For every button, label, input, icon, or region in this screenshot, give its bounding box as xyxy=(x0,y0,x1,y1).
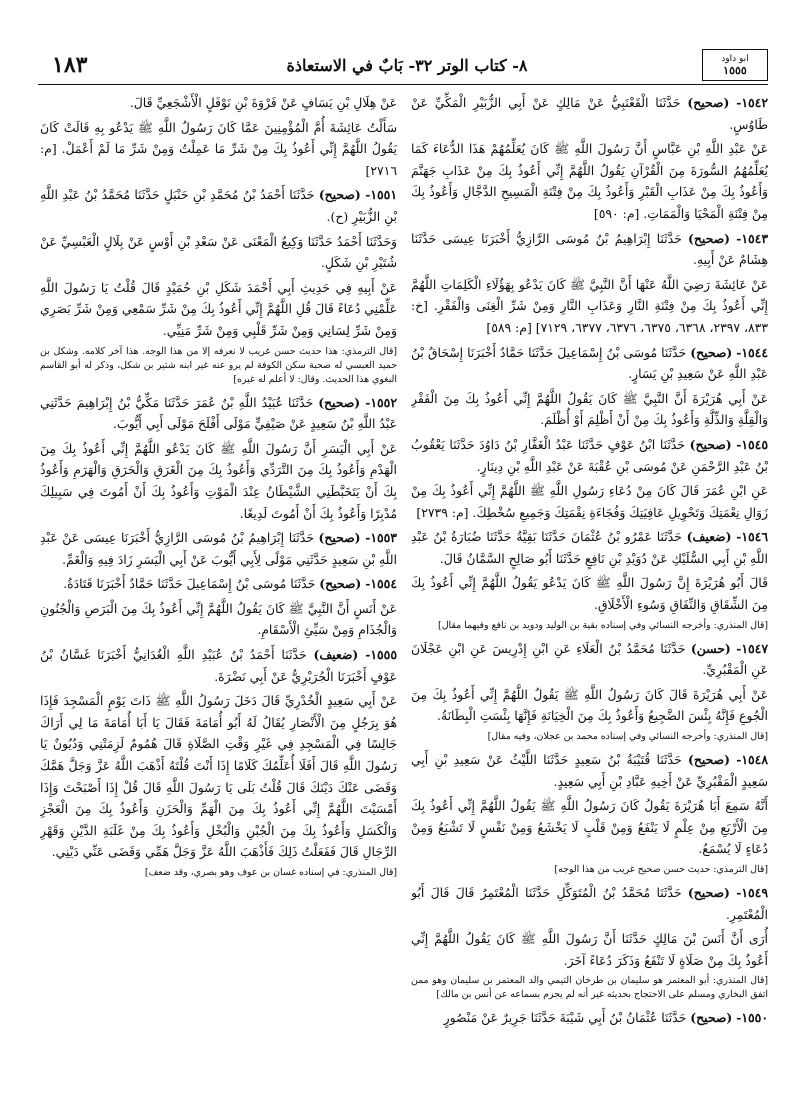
hadith-grade: (حسن) xyxy=(690,640,731,656)
hadith-body: حَدَّثَنَا مُوسَى بْنُ إِسْمَاعِيلَ حَدَّثَنَا حَمَّادٌ أَخْبَرَنَا إِسْحَاقُ بْنُ عَبْدِ اللَّهِ عَنْ سَعِيدِ بْنِ يَسَارٍ. xyxy=(411,344,768,382)
hadith-body: حَدَّثَنَا أَحْمَدُ بْنُ عُبَيْدِ اللَّهِ الْغُدَانِيُّ أَخْبَرَنَا غَسَّانُ بْنُ عَوْفٍ أَخْبَرَنَا الْجُرَيْرِيُّ عَنْ أَبِي نَضْرَةَ. xyxy=(40,647,397,684)
hadith-grade: (صحيح) xyxy=(687,95,730,110)
book-hadith-number: ١٥٥٥ xyxy=(723,64,747,77)
hadith-grade: (صحيح) xyxy=(318,530,361,546)
page-header xyxy=(38,46,768,85)
hadith-body: حَدَّثَنَا مُحَمَّدُ بْنُ الْعَلَاءِ عَنِ ابْنِ إِدْرِيسَ عَنِ ابْنِ عَجْلَانَ عَنِ الْمَقْبُرِيِّ. xyxy=(411,640,768,678)
chapter-title: ٨- كتاب الوتر ٣٢- بَابٌ في الاستعاذة xyxy=(286,55,528,75)
page-number: ١٨٣ xyxy=(52,52,88,78)
hadith-text xyxy=(411,684,768,727)
hadith-body: عَنْ أَبِي الْيَسَرِ أَنَّ رَسُولَ اللَّهِ ﷺ كَانَ يَدْعُو اللَّهُمَّ إِنِّي أَعُوذُ بِكَ مِنَ الْهَدْمِ وَأَعُوذُ بِكَ مِنَ التَّرَدِّي وَأَعُوذُ بِكَ مِنَ الْغَرَقِ وَالْحَرَقِ وَالْهَرَمِ وَأَعُوذُ بِكَ أَنْ يَتَخَبَّطَنِي الشَّيْطَانُ عِنْدَ الْمَوْتِ وَأَعُوذُ بِكَ أَنْ أَمُوتَ فِي سَبِيلِكَ مُدْبِرًا وَأَعُوذُ بِكَ أَنْ أَمُوتَ لَدِيغًا. xyxy=(40,440,397,521)
hadith-grade: (صحيح) xyxy=(687,885,730,900)
hadith-grade: (صحيح) xyxy=(318,394,361,410)
hadith-grade: (ضعيف) xyxy=(686,529,732,545)
footnote: [قال المنذري: أبو المعتمر هو سليمان بن طرخان التيمي والد المعتمر بن سليمان وهو ممن اتفق البخاري ومسلم على الاحتجاج بحديثه غير أنه لم يجزم بسماعه عن أنس بن مالك] xyxy=(411,975,768,1001)
hadith-isnad xyxy=(40,184,397,227)
hadith-body: عَنْ أَبِي هُرَيْرَةَ قَالَ كَانَ رَسُولُ اللَّهِ ﷺ يَقُولُ اللَّهُمَّ إِنِّي أَعُوذُ بِكَ مِنَ الْجُوعِ فَإِنَّهُ بِئْسَ الضَّجِيعُ وَأَعُوذُ بِكَ مِنَ الْخِيَانَةِ فَإِنَّهَا بِئْسَتِ الْبِطَانَةُ. xyxy=(411,686,768,724)
hadith-grade: (صحيح) xyxy=(318,187,361,203)
hadith-isnad xyxy=(40,573,397,595)
hadith-number: ١٥٤٦- xyxy=(736,529,768,545)
hadith-number: ١٥٤٣- xyxy=(736,230,768,246)
book-reference-box xyxy=(702,49,768,81)
hadith-text xyxy=(40,598,397,641)
hadith-text xyxy=(411,795,768,860)
hadith-number: ١٥٥١- xyxy=(365,187,397,203)
hadith-body: عَنْ عَائِشَةَ رَضِيَ اللَّهُ عَنْهَا أَنَّ النَّبِيَّ ﷺ كَانَ يَدْعُو بِهَؤُلَاءِ الْكَلِمَاتِ اللَّهُمَّ إِنِّي أَعُوذُ بِكَ مِنْ فِتْنَةِ النَّارِ وَعَذَابِ النَّارِ وَمِنْ شَرِّ الْغِنَى وَالْفَقْرِ. [خ: ٨٣٣، ٢٣٩٧، ٦٣٦٨، ٦٣٧٥، ٦٣٧٦، ٦٣٧٧، ٧١٢٩] [م: ٥٨٩] xyxy=(411,276,768,335)
footnote: [قال الترمذي: هذا حديث حسن غريب لا نعرفه إلا من هذا الوجه. هذا آخر كلامه. وشكل بن حميد العبسي له صحبة سكن الكوفة لم يرو عنه غير ابنه شتير بن شكل، وذكر له أبو القاسم البغوي هذا الحديث. وقال: لا أعلم له غيره] xyxy=(40,345,397,385)
hadith-isnad xyxy=(411,1007,768,1029)
hadith-text xyxy=(411,138,768,224)
hadith-text xyxy=(411,388,768,431)
left-text-column xyxy=(40,92,397,1092)
hadith-isnad xyxy=(411,228,768,271)
hadith-grade: (صحيح) xyxy=(688,230,730,246)
hadith-number: ١٥٤٩- xyxy=(736,885,768,900)
hadith-isnad xyxy=(411,526,768,569)
hadith-number: ١٥٤٧- xyxy=(736,640,768,656)
hadith-grade: (صحيح) xyxy=(687,752,730,768)
hadith-number: ١٥٤٨- xyxy=(736,752,768,768)
footnote: [قال المنذري: وأخرجه النسائي وفي إسناده بقية بن الوليد ودويد بن نافع وفيهما مقال] xyxy=(438,619,768,631)
hadith-text xyxy=(40,690,397,863)
hadith-isnad xyxy=(411,749,768,792)
hadith-isnad xyxy=(411,638,768,681)
right-text-column xyxy=(411,92,768,1092)
hadith-number: ١٥٥٢- xyxy=(365,394,397,410)
hadith-number: ١٥٥٥- xyxy=(365,647,397,663)
hadith-isnad xyxy=(411,342,768,385)
hadith-text xyxy=(40,117,397,182)
hadith-grade: (صحيح) xyxy=(690,344,733,360)
hadith-body: حَدَّثَنَا قُتَيْبَةُ بْنُ سَعِيدٍ حَدَّثَنَا اللَّيْثُ عَنْ سَعِيدِ بْنِ أَبِي سَعِيدٍ الْمَقْبُرِيِّ عَنْ أَخِيهِ عَبَّادِ بْنِ أَبِي سَعِيدٍ. xyxy=(411,752,768,789)
hadith-number: ١٥٥٠- xyxy=(736,1010,768,1026)
hadith-body: حَدَّثَنَا مُحَمَّدُ بْنُ الْمُتَوَكِّلِ حَدَّثَنَا الْمُعْتَمِرُ قَالَ قَالَ أَبُو الْمُعْتَمِرِ. xyxy=(411,885,768,922)
hadith-number: ١٥٤٢- xyxy=(736,95,768,110)
hadith-body: سَأَلْتُ عَائِشَةَ أُمَّ الْمُؤْمِنِينَ عَمَّا كَانَ رَسُولُ اللَّهِ ﷺ يَدْعُو بِهِ قَالَتْ كَانَ يَقُولُ اللَّهُمَّ إِنِّي أَعُوذُ بِكَ مِنْ شَرِّ مَا عَمِلْتُ وَمِنْ شَرِّ مَا لَمْ أَعْمَلْ. [م: ٢٧١٦] xyxy=(40,119,397,178)
hadith-grade: (صحيح) xyxy=(689,436,732,452)
hadith-body: حَدَّثَنَا عُثْمَانُ بْنُ أَبِي شَيْبَةَ حَدَّثَنَا جَرِيرٌ عَنْ مَنْصُورٍ xyxy=(443,1010,687,1026)
footnote: [قال المنذري: في إسناده غسان بن عوف وهو بصري، وقد ضعف] xyxy=(144,867,397,878)
hadith-text xyxy=(411,480,768,523)
hadith-body: حَدَّثَنَا عُبَيْدُ اللَّهِ بْنُ عُمَرَ حَدَّثَنَا مَكِّيُّ بْنُ إِبْرَاهِيمَ حَدَّثَنِي عَبْدُ اللَّهِ بْنُ سَعِيدٍ عَنْ صَيْفِيٍّ مَوْلَى أَفْلَحَ مَوْلَى أَبِي أَيُّوبَ. xyxy=(40,394,397,432)
hadith-text xyxy=(411,928,768,971)
hadith-isnad xyxy=(411,882,768,925)
hadith-body: حَدَّثَنَا مُوسَى بْنُ إِسْمَاعِيلَ حَدَّثَنَا حَمَّادٌ أَخْبَرَنَا قَتَادَةُ. xyxy=(63,576,316,592)
hadith-body: حَدَّثَنَا إِبْرَاهِيمُ بْنُ مُوسَى الرَّازِيُّ أَخْبَرَنَا عِيسَى حَدَّثَنَا هِشَامٌ عَنْ أَبِيهِ. xyxy=(411,230,768,268)
footnote: [قال الترمذي: حديث حسن صحيح غريب من هذا الوجه] xyxy=(554,864,768,875)
hadith-text xyxy=(40,438,397,524)
hadith-body: حَدَّثَنَا الْقَعْنَبِيُّ عَنْ مَالِكٍ عَنْ أَبِي الزُّبَيْرِ الْمَكِّيِّ عَنْ طَاوُسٍ. xyxy=(411,95,768,132)
hadith-number: ١٥٥٤- xyxy=(365,576,397,592)
hadith-body: حَدَّثَنَا إِبْرَاهِيمُ بْنُ مُوسَى الرَّازِيُّ أَخْبَرَنَا عِيسَى عَنْ عَبْدِ اللَّهِ بْنِ سَعِيدٍ حَدَّثَنِي مَوْلًى لِأَبِي أَيُّوبَ عَنْ أَبِي الْيَسَرِ زَادَ فِيهِ وَالْغَمِّ. xyxy=(40,530,397,567)
hadith-text xyxy=(411,274,768,339)
hadith-body: أَنَّهُ سَمِعَ أَبَا هُرَيْرَةَ يَقُولُ كَانَ رَسُولُ اللَّهِ ﷺ يَقُولُ اللَّهُمَّ إِنِّي أَعُوذُ بِكَ مِنَ الْأَرْبَعِ مِنْ عِلْمٍ لَا يَنْفَعُ وَمِنْ قَلْبٍ لَا يَخْشَعُ وَمِنْ نَفْسٍ لَا تَشْبَعُ وَمِنْ دُعَاءٍ لَا يُسْمَعُ. xyxy=(411,798,768,857)
hadith-body: عَنْ عَبْدِ اللَّهِ بْنِ عَبَّاسٍ أَنَّ رَسُولَ اللَّهِ ﷺ كَانَ يُعَلِّمُهُمْ هَذَا الدُّعَاءَ كَمَا يُعَلِّمُهُمُ السُّورَةَ مِنَ الْقُرْآنِ يَقُولُ اللَّهُمَّ إِنِّي أَعُوذُ بِكَ مِنْ عَذَابِ جَهَنَّمَ وَأَعُوذُ بِكَ مِنْ عَذَابِ الْقَبْرِ وَأَعُوذُ بِكَ مِنْ فِتْنَةِ الْمَسِيحِ الدَّجَّالِ وَأَعُوذُ بِكَ مِنْ فِتْنَةِ الْمَحْيَا وَالْمَمَاتِ. [م: ٥٩٠] xyxy=(411,141,768,221)
hadith-isnad xyxy=(40,644,397,687)
hadith-text xyxy=(40,231,397,274)
hadith-isnad xyxy=(40,527,397,570)
hadith-body: حَدَّثَنَا ابْنُ عَوْفٍ حَدَّثَنَا عَبْدُ الْغَفَّارِ بْنُ دَاوُدَ حَدَّثَنَا يَعْقُوبُ بْنُ عَبْدِ الرَّحْمَنِ عَنْ مُوسَى بْنِ عُقْبَةَ عَنْ عَبْدِ اللَّهِ بْنِ دِينَارٍ. xyxy=(411,436,768,474)
hadith-isnad xyxy=(411,92,768,135)
hadith-body: وَحَدَّثَنَا أَحْمَدُ حَدَّثَنَا وَكِيعٌ الْمَعْنَى عَنْ سَعْدِ بْنِ أَوْسٍ عَنْ بِلَالٍ الْعَبْسِيِّ عَنْ شُتَيْرِ بْنِ شَكَلٍ. xyxy=(40,233,397,271)
hadith-body: أُرَى أَنَّ أَنَسَ بْنَ مَالِكٍ حَدَّثَنَا أَنَّ رَسُولَ اللَّهِ ﷺ كَانَ يَقُولُ اللَّهُمَّ إِنِّي أَعُوذُ بِكَ مِنْ صَلَاةٍ لَا تَنْفَعُ وَذَكَرَ دُعَاءً آخَرَ. xyxy=(411,931,768,968)
hadith-text xyxy=(40,277,397,342)
hadith-body: قَالَ أَبُو هُرَيْرَةَ إِنَّ رَسُولَ اللَّهِ ﷺ كَانَ يَدْعُو يَقُولُ اللَّهُمَّ إِنِّي أَعُوذُ بِكَ مِنَ الشِّقَاقِ وَالنِّفَاقِ وَسُوءِ الْأَخْلَاقِ. xyxy=(411,575,768,613)
hadith-grade: (صحيح) xyxy=(690,1010,733,1026)
hadith-body: عَنِ ابْنِ عُمَرَ قَالَ كَانَ مِنْ دُعَاءِ رَسُولِ اللَّهِ ﷺ اللَّهُمَّ إِنِّي أَعُوذُ بِكَ مِنْ زَوَالِ نِعْمَتِكَ وَتَحْوِيلِ عَافِيَتِكَ وَفُجَاءَةِ نِقْمَتِكَ وَجَمِيعِ سُخْطِكَ. [م: ٢٧٣٩] xyxy=(411,483,768,520)
hadith-number: ١٥٥٣- xyxy=(365,530,397,546)
hadith-grade: (ضعيف) xyxy=(313,647,359,663)
hadith-isnad xyxy=(411,434,768,477)
hadith-body: عَنْ أَبِيهِ فِي حَدِيثِ أَبِي أَحْمَدَ شَكَلِ بْنِ حُمَيْدٍ قَالَ قُلْتُ يَا رَسُولَ اللَّهِ عَلِّمْنِي دُعَاءً قَالَ قُلِ اللَّهُمَّ إِنِّي أَعُوذُ بِكَ مِنْ شَرِّ سَمْعِي وَمِنْ شَرِّ بَصَرِي وَمِنْ شَرِّ لِسَانِي وَمِنْ شَرِّ قَلْبِي وَمِنْ شَرِّ مَنِيِّي. xyxy=(40,279,397,338)
hadith-number: ١٥٤٥- xyxy=(736,436,768,452)
footnote: [قال المنذري: وأخرجه النسائي وفي إسناده محمد بن عجلان، وفيه مقال] xyxy=(487,731,768,743)
hadith-text xyxy=(411,572,768,615)
hadith-body: حَدَّثَنَا عَمْرُو بْنُ عُثْمَانَ حَدَّثَنَا بَقِيَّةُ حَدَّثَنَا ضُبَارَةُ بْنُ عَبْدِ اللَّهِ بْنِ أَبِي السُّلَيْكِ عَنْ دُوَيْدِ بْنِ نَافِعٍ حَدَّثَنَا أَبُو صَالِحٍ السَّمَّانُ قَالَ. xyxy=(411,529,768,566)
hadith-body: حَدَّثَنَا أَحْمَدُ بْنُ مُحَمَّدِ بْنِ حَنْبَلٍ حَدَّثَنَا مُحَمَّدُ بْنُ عَبْدِ اللَّهِ بْنِ الزُّبَيْرِ (ح). xyxy=(40,187,397,224)
hadith-isnad xyxy=(40,392,397,435)
hadith-text xyxy=(40,92,397,114)
book-label: ابو داود xyxy=(721,54,749,64)
hadith-number: ١٥٤٤- xyxy=(736,344,768,360)
hadith-body: عَنْ أَبِي سَعِيدٍ الْخُدْرِيِّ قَالَ دَخَلَ رَسُولُ اللَّهِ ﷺ ذَاتَ يَوْمٍ الْمَسْجِدَ فَإِذَا هُوَ بِرَجُلٍ مِنَ الْأَنْصَارِ يُقَالُ لَهُ أَبُو أُمَامَةَ فَقَالَ يَا أَبَا أُمَامَةَ مَا لِي أَرَاكَ جَالِسًا فِي الْمَسْجِدِ فِي غَيْرِ وَقْتِ الصَّلَاةِ قَالَ هُمُومٌ لَزِمَتْنِي وَدُيُونٌ يَا رَسُولَ اللَّهِ قَالَ أَفَلَا أُعَلِّمُكَ كَلَامًا إِذَا أَنْتَ قُلْتَهُ أَذْهَبَ اللَّهُ عَزَّ وَجَلَّ هَمَّكَ وَقَضَى عَنْكَ دَيْنَكَ قَالَ قُلْتُ بَلَى يَا رَسُولَ اللَّهِ قَالَ قُلْ إِذَا أَصْبَحْتَ وَإِذَا أَمْسَيْتَ اللَّهُمَّ إِنِّي أَعُوذُ بِكَ مِنَ الْهَمِّ وَالْحَزَنِ وَأَعُوذُ بِكَ مِنَ الْعَجْزِ وَالْكَسَلِ وَأَعُوذُ بِكَ مِنَ الْجُبْنِ وَالْبُخْلِ وَأَعُوذُ بِكَ مِنْ غَلَبَةِ الدَّيْنِ وَقَهْرِ الرِّجَالِ قَالَ فَفَعَلْتُ ذَلِكَ فَأَذْهَبَ اللَّهُ عَزَّ وَجَلَّ هَمِّي وَقَضَى عَنِّي دَيْنِي. xyxy=(40,693,397,860)
hadith-body: عَنْ أَنَسٍ أَنَّ النَّبِيَّ ﷺ كَانَ يَقُولُ اللَّهُمَّ إِنِّي أَعُوذُ بِكَ مِنَ الْبَرَصِ وَالْجُنُونِ وَالْجُذَامِ وَمِنْ سَيِّئِ الْأَسْقَامِ. xyxy=(40,600,397,638)
hadith-body: عَنْ هِلَالِ بْنِ يَسَافٍ عَنْ فَرْوَةَ بْنِ نَوْفَلٍ الْأَشْجَعِيِّ قَالَ. xyxy=(129,95,397,110)
hadith-grade: (صحيح) xyxy=(319,576,362,592)
hadith-body: عَنْ أَبِي هُرَيْرَةَ أَنَّ النَّبِيَّ ﷺ كَانَ يَقُولُ اللَّهُمَّ إِنِّي أَعُوذُ بِكَ مِنَ الْفَقْرِ وَالْقِلَّةِ وَالذِّلَّةِ وَأَعُوذُ بِكَ مِنْ أَنْ أَظْلِمَ أَوْ أُظْلَمَ. xyxy=(411,390,768,428)
